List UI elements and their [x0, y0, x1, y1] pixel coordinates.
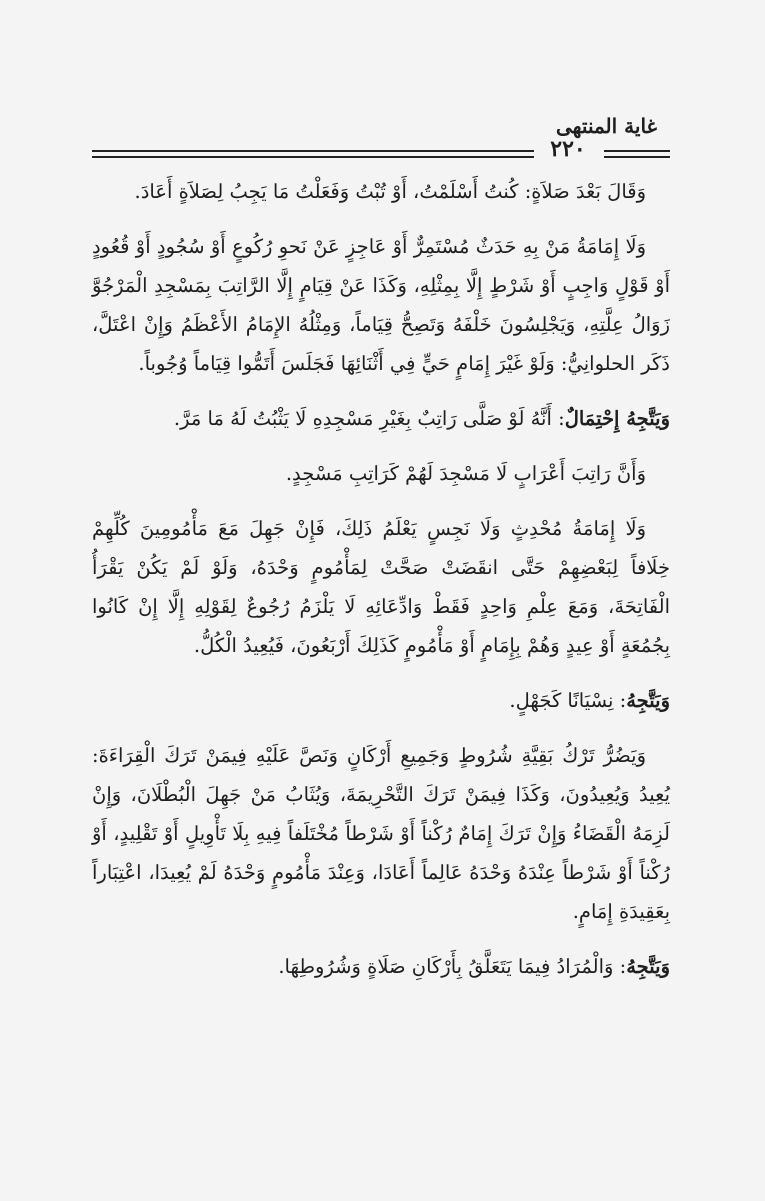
- running-header: [0, 110, 765, 162]
- paragraph-label: وَيَتَّجِهُ: [626, 955, 670, 978]
- paragraph: [92, 681, 670, 720]
- paragraph: [92, 736, 670, 931]
- paragraph-text: : وَالْمُرَادُ فِيمَا يَتَعَلَّقُ بِأَرْكَانِ صَلَاةٍ وَشُرُوطِهَا.: [278, 955, 627, 978]
- paragraph: [92, 947, 670, 986]
- book-title: غاية المنتهى: [556, 114, 657, 138]
- header-rule-top-short: [604, 150, 670, 152]
- page-number: ٢٢٠: [550, 136, 586, 162]
- header-rule-top-long: [92, 150, 534, 152]
- header-rule-bottom-short: [604, 156, 670, 158]
- paragraph-label: وَيَتَّجِهُ: [626, 689, 670, 712]
- paragraph-text: وَلَا إِمَامَةُ مَنْ بِهِ حَدَثٌ مُسْتَمِرٌّ أَوْ عَاجِزٍ عَنْ نَحوِ رُكُوعٍ أَوْ سُجُودٍ أَوْ قُعُودٍ أَوْ قَوْلٍ وَاجِبٍ أَوْ شَرْطٍ إِلَّا بِمِثْلِهِ، وَكَذَا عَنْ قِيَامٍ إِلَّا الرَّاتِبَ بِمَسْجِدِ الْمَرْجُوَّ زَوَالُ عِلَّتِهِ، وَيَجْلِسُونَ خَلْفَهُ وَتَصِحُّ قِيَاماً، وَمِثْلُهُ الإِمَامُ الأَعْظَمُ وَإِنْ اعْتَلَّ، ذَكَر الحلوانِيُّ: وَلَوْ غَيْرَ إِمَامٍ حَيٍّ فِي أَثْنَائِهَا فَجَلَسَ أَتَمُّوا قِيَاماً وُجُوباً.: [92, 235, 670, 375]
- paragraph-text: وَأَنَّ رَاتِبَ أَعْرَابٍ لَا مَسْجِدَ لَهُمْ كَرَاتِبِ مَسْجِدٍ.: [285, 462, 646, 485]
- paragraph-text: وَقَالَ بَعْدَ صَلاَةٍ: كُنتُ أَسْلَمْتُ، أَوْ تُبْتُ وَفَعَلْتُ مَا يَجِبُ لِصَلاَةٍ أَعَادَ.: [134, 180, 646, 203]
- paragraph-text: : نِسْيَانًا كَجَهْلٍ.: [509, 689, 627, 712]
- paragraph-text: : أَنَّهُ لَوْ صَلَّى رَاتِبٌ بِغَيْرِ مَسْجِدِهِ لَا يَثْبُتُ لَهُ مَا مَرَّ.: [173, 407, 565, 430]
- paragraph: [92, 399, 670, 438]
- paragraph-label: وَيَتَّجِهُ إِحْتِمَالٌ: [564, 407, 670, 430]
- page-body: [92, 172, 670, 1002]
- paragraph: [92, 172, 670, 211]
- paragraph-text: وَيَضُرُّ تَرْكُ بَقِيَّةِ شُرُوطٍ وَجَمِيعِ أَرْكَانٍ وَنَصَّ عَلَيْهِ فِيمَنْ تَرَكَ الْقِرَاءَةَ: يُعِيدُ وَيُعِيدُونَ، وَكَذَا فِيمَنْ تَرَكَ التَّحْرِيمَةَ، وَيُثَابُ مَنْ جَهِلَ الْبُطْلَانَ، وَإِنْ لَزِمَهُ الْقَضَاءُ وَإِنْ تَرَكَ إِمَامٌ رُكْناً أَوْ شَرْطاً مُخْتَلَفاً فِيهِ بِلَا تَأْوِيلٍ أَوْ تَقْلِيدٍ، أَوْ رُكْناً أَوْ شَرْطاً عِنْدَهُ وَحْدَهُ عَالِماً أَعَادَا، وَعِنْدَ مَأْمُومٍ وَحْدَهُ لَمْ يُعِيدَا، اعْتِبَاراً بِعَقِيدَةِ إِمَامٍ.: [92, 744, 670, 923]
- paragraph-text: وَلَا إِمَامَةُ مُحْدِثٍ وَلَا نَجِسٍ يَعْلَمُ ذَلِكَ، فَإِنْ جَهِلَ مَعَ مَأْمُومِينَ كُلِّهِمْ خِلَافاً لِبَعْضِهِمْ حَتَّى انقَضَتْ صَحَّتْ لِمَأْمُومٍ وَحْدَهُ، وَلَوْ لَمْ يَكُنْ يَقْرَأُ الْفَاتِحَةَ، وَمَعَ عِلْمِ وَاحِدٍ فَقَطْ وَادِّعَائِهِ لَا يَلْزَمُ رُجُوعٌ لِقَوْلِهِ إِلَّا إِنْ كَانُوا بِجُمُعَةٍ أَوْ عِيدٍ وَهُمْ بِإِمَامٍ أَوْ مَأْمُومٍ كَذَلِكَ أَرْبَعُونَ، فَيُعِيدُ الْكُلُّ.: [92, 517, 670, 657]
- paragraph: [92, 454, 670, 493]
- paragraph: [92, 227, 670, 383]
- header-rule-bottom-long: [92, 156, 534, 158]
- paragraph: [92, 509, 670, 665]
